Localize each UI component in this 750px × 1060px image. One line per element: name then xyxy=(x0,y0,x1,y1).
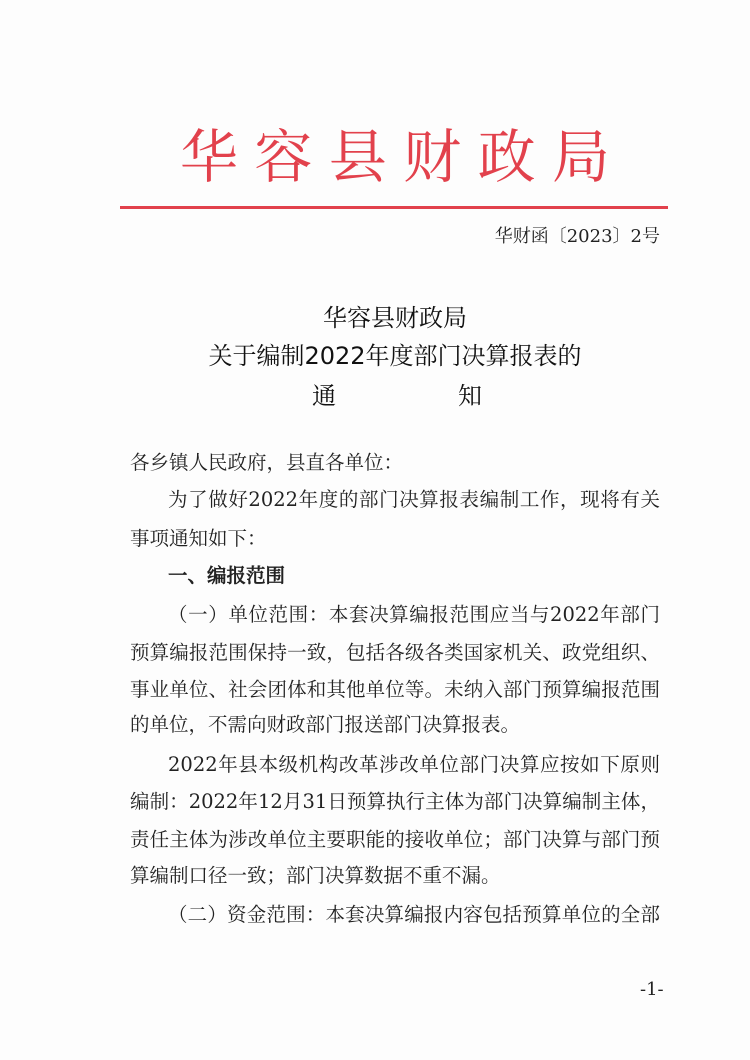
title-char: 通 xyxy=(312,382,336,410)
document-number: 华财函〔2023〕2号 xyxy=(494,226,660,247)
title-line-3 xyxy=(312,381,482,411)
letterhead-char: 华 xyxy=(180,123,239,191)
body-line: （一）单位范围：本套决算编报范围应当与2022年部门 xyxy=(168,603,660,626)
body-line: （二）资金范围：本套决算编报内容包括预算单位的全部 xyxy=(168,903,660,926)
body-line: 预算编报范围保持一致，包括各级各类国家机关、政党组织、 xyxy=(130,641,660,664)
body-line: 事业单位、社会团体和其他单位等。未纳入部门预算编报范围 xyxy=(130,678,660,701)
page-number: -1- xyxy=(640,979,664,1000)
title-line-1: 华容县财政局 xyxy=(323,304,467,332)
section-heading: 一、编报范围 xyxy=(168,564,286,587)
body-line: 2022年县本级机构改革涉改单位部门决算应按如下原则 xyxy=(168,753,660,776)
letterhead-char: 局 xyxy=(551,123,610,191)
body-line: 编制：2022年12月31日预算执行主体为部门决算编制主体， xyxy=(130,790,660,813)
title-char: 知 xyxy=(458,382,482,410)
title-line-2: 关于编制2022年度部门决算报表的 xyxy=(208,342,582,370)
body-line: 算编制口径一致；部门决算数据不重不漏。 xyxy=(130,864,501,887)
letterhead-char: 政 xyxy=(477,123,536,191)
body-line: 为了做好2022年度的部门决算报表编制工作，现将有关 xyxy=(168,488,660,511)
body-line: 的单位，不需向财政部门报送部门决算报表。 xyxy=(130,713,521,736)
letterhead-char: 容 xyxy=(254,123,313,191)
letterhead-organization xyxy=(180,122,610,192)
body-line: 责任主体为涉改单位主要职能的接收单位；部门决算与部门预 xyxy=(130,828,660,851)
salutation: 各乡镇人民政府，县直各单位： xyxy=(130,451,404,474)
letterhead-char: 财 xyxy=(403,123,462,191)
letterhead-divider xyxy=(120,206,668,209)
body-line: 事项通知如下： xyxy=(130,527,267,550)
letterhead-char: 县 xyxy=(328,123,387,191)
